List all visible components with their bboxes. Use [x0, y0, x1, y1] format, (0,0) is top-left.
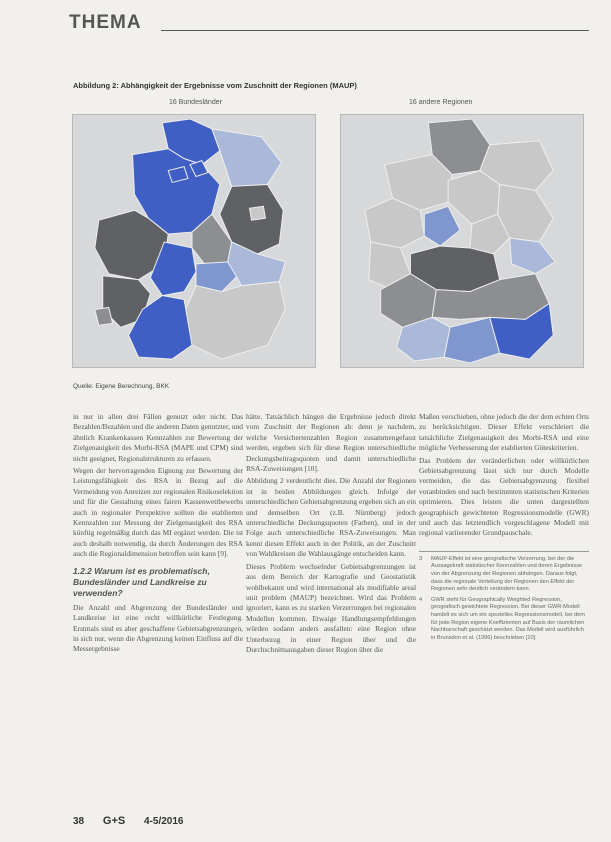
paragraph: Die Anzahl und Abgrenzung der Bundesländer und Landkreise ist eine recht willkürliche Festlegung. Erstmals sind es aber geschaffene Gebietsabgrenzungen, in sich nur, wenn die Abgrenzung keinen Einfluss auf die Messergebnisse: [73, 602, 243, 654]
footnote-text: MAUP-Effekt ist eine geografische Verzerrung, bei der die Aussagekraft statistischer Kennzahlen und deren Ergebnisse von der Abgrenzung der Regionen abhängen. Daraus folgt, dass die regionale Verteilung der Regionen den Effekt der Regionen sehr deutlich verändern kann.: [431, 555, 583, 593]
paragraph: in nur in allen drei Fällen genutzt oder nicht. Das Bezahlen/Bezahlen und die anderen Daten genutzter, und ähnlich Krankenkassen Kennzahlen zur Bewertung der Zielgenauigkeit des Morbi-RSA (MAPE und CPM) sind nicht geeignet, Regionalstrukturen zu erfassen.: [73, 412, 243, 463]
footnote-number: 3: [419, 555, 423, 562]
map-bundeslaender-svg: [73, 115, 315, 367]
paragraph: Das Problem der veränderlichen oder willkürlichen Gebietsabgrenzung lässt sich nur durch Modelle vermeiden, die das Gebietsabgrenzung flexibel voranbinden und nach bestimmten statistischen Kriterien optimieren. Dies leisten die unten dargestellten geographisch gewichteten Regressionsmodelle (GWR) und auch das letztendlich vorgeschlagene Modell mit regional variierender Grundpauschale.: [419, 455, 589, 538]
journal-logo: G+S: [102, 815, 126, 827]
left-map-label: 16 Bundesländer: [169, 99, 222, 106]
section-title: THEMA: [69, 12, 142, 33]
footnote: [419, 556, 589, 594]
paragraph: Wegen der hervorragenden Eignung zur Bewertung der Leistungsfähigkeit des RSA in Bezug auf die Vermeidung von Anreizen zur regionalen Risikoselektion und für die Gestaltung eines fairen Kassenwettbewerbs auch in regionaler Perspektive sollten die etablierten Kennzahlen zur Messung der Zielgenauigkeit des RSA künftig regelmäßig durch das MI ergänzt werden. Die ist auch deshalb notwendig, da durch Änderungen des RSA auch die Regionaldimension betroffen sein kann [9].: [73, 466, 243, 559]
header-rule: [161, 30, 589, 31]
paragraph: Dieses Problem wechselnder Gebietsabgrenzungen ist aus dem Bereich der Kartografie und Geostatistik wohlbekannt und wird international als modifiable areal unit problem (MAUP) bezeichnet. Wird das Problem ignoriert, kann es zu starken Verzerrungen bei regionalen Modellen kommen. Etwaige Handlungsempfehlungen würden sodann anders ausfallen: eine Region ohne Unterbezug in einer Region über und die Durchschnittsausgaben dieser Region über die: [246, 561, 416, 654]
footnote: [419, 597, 589, 643]
map-bundeslaender: [72, 114, 316, 368]
paragraph: Maßen verschieben, ohne jedoch die der dem echten Orts zu berücksichtigen. Dieser Effekt verschleiert die tatsächliche Zielgenauigkeit des Morbi-RSA und eine mögliche Verbesserung der etablierten Güteskriterien.: [419, 412, 589, 453]
figure: [69, 77, 589, 377]
map-andere-regionen: [340, 114, 584, 368]
issue-number: 4-5/2016: [144, 816, 184, 827]
right-map-label: 16 andere Regionen: [409, 99, 473, 106]
page-footer: [73, 815, 593, 831]
text-column-3: [419, 412, 589, 645]
text-column-1: [73, 412, 243, 657]
text-column-2: [246, 412, 416, 657]
footnote-text: GWR steht für Geographically Weighted Regression, geografisch gewichtete Regression. Bei dieser GWR-Modell handelt es sich um ein spezielles Regressionsmodell, bei dem für jede Region eigene Koeffizienten auf Basis der räumlichen Nachbarschaft geschätzt werden. Das Modell wird ausführlich in Brunsdon et al. (1996) beschrieben [10].: [431, 596, 585, 641]
figure-source: Quelle: Eigene Berechnung, BKK: [73, 383, 170, 390]
section-heading: 1.2.2 Warum ist es problematisch, Bundesländer und Landkreise zu verwenden?: [73, 565, 210, 598]
paragraph: Abbildung 2 verdeutlicht dies. Die Anzahl der Regionen ist in beiden Abbildungen gleich. Infolge der unterschiedlichen Gebietsabgrenzung ergeben sich an ein und demselben Ort (z.B. Nürnberg) jedoch unterschiedliche Deckungsquoten (Farben), und in der Folge auch unterschiedliche RSA-Zuweisungen. Man kennt diesen Effekt auch in der Politik, an der Zuschnitt von Wahlkreisen die Wahlausgänge entscheiden kann.: [246, 476, 416, 559]
footnote-number: 4: [419, 596, 423, 603]
region-berlin: [250, 206, 266, 220]
page-header: [69, 12, 589, 36]
paragraph: hätte. Tatsächlich hängen die Ergebnisse jedoch direkt vom Zuschnitt der Regionen ab: denn je nachdem, welche Versichertenzahlen Region zusammengefasst werden, ergeben sich für diese Region unterschiedliche Deckungsbeitragsquoten und damit unterschiedliche RSA-Zuweisungen [10].: [246, 412, 416, 474]
footnotes: [419, 551, 589, 643]
page-number: 38: [73, 816, 85, 827]
figure-caption: Abbildung 2: Abhängigkeit der Ergebnisse vom Zuschnitt der Regionen (MAUP): [73, 81, 357, 90]
map-andere-regionen-svg: [341, 115, 583, 367]
